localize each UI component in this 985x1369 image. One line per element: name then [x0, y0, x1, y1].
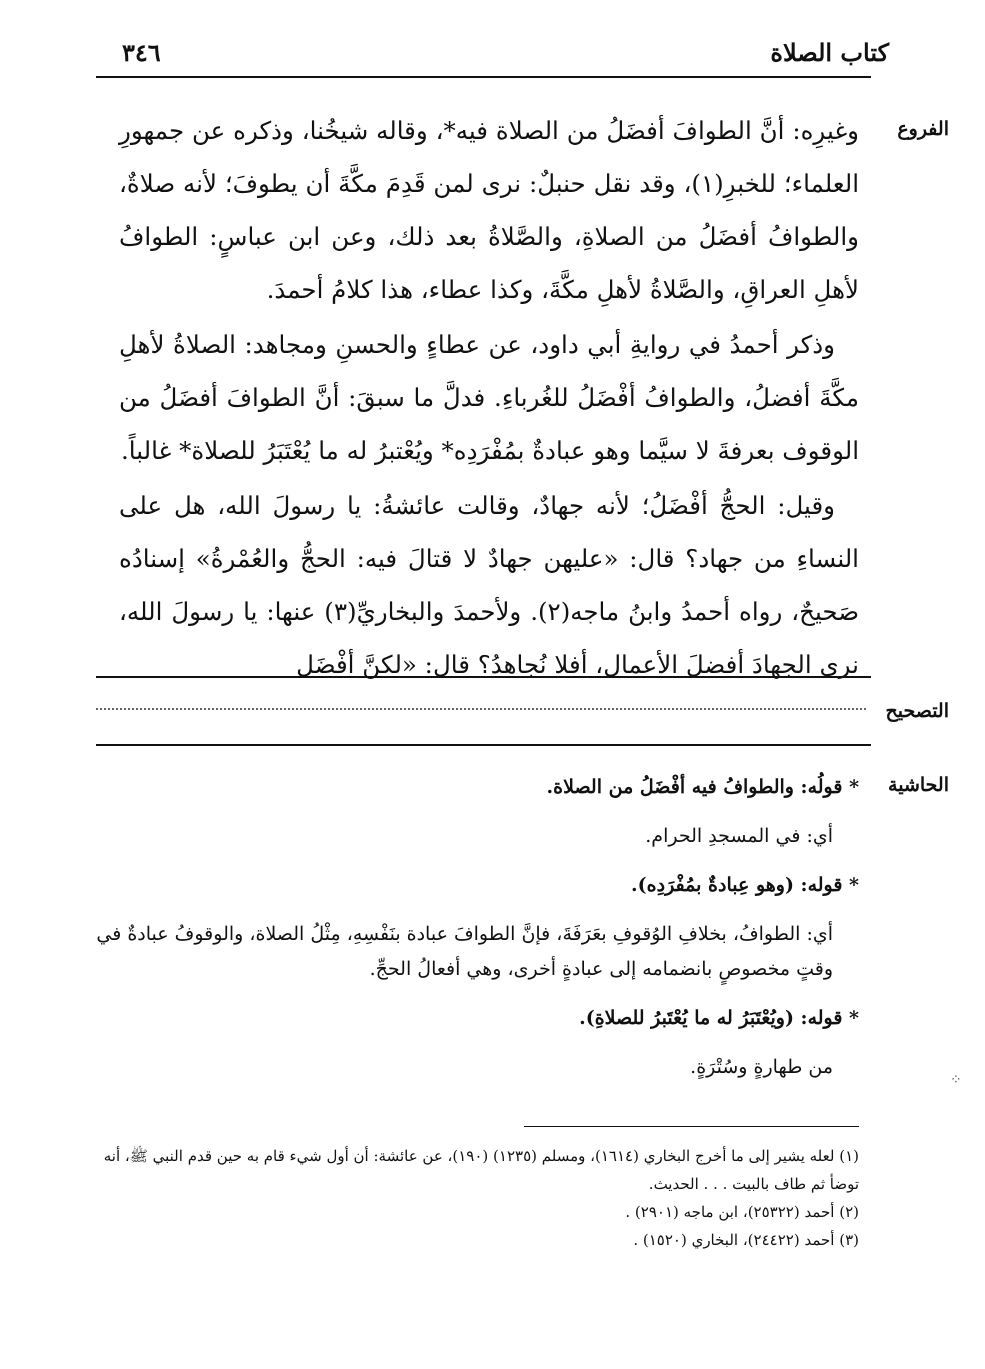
footnote-3: (٣) أحمد (٢٤٤٢٢)، البخاري (١٥٢٠) .	[633, 1231, 859, 1249]
label-hashiya: الحاشية	[888, 774, 949, 796]
commentary-quote-2: * قوله: (وهو عِبادةٌ بمُفْرَدِه).	[631, 874, 859, 896]
label-furu: الفروع	[897, 118, 949, 140]
header-rule	[96, 76, 871, 78]
commentary-answer-3: من طهارةٍ وسُتْرَةٍ.	[690, 1056, 833, 1078]
footnotes-rule	[524, 1126, 859, 1127]
section-divider-bottom	[96, 744, 871, 746]
commentary-answer-1: أي: في المسجدِ الحرام.	[645, 825, 833, 847]
main-paragraph-1: وغيرِه: أنَّ الطوافَ أفضَلُ من الصلاة فيه*، وقاله شيخُنا، وذكره عن جمهورِ العلماء؛ للخبرِ(١)، وقد نقل حنبلٌ: نرى لمن قَدِمَ مكَّةَ أن يطوفَ؛ لأنه صلاةٌ، والطوافُ أفضَلُ من الصلاةِ، والصَّلاةُ بعد ذلك، وعن ابن عباسٍ: الطوافُ لأهلِ العراقِ، والصَّلاةُ لأهلِ مكَّةَ، وكذا عطاء، هذا كلامُ أحمدَ.	[119, 116, 859, 304]
commentary-quote-1: * قولُه: والطوافُ فيه أفْضَلُ من الصلاة.	[546, 776, 859, 798]
tashih-dotted-line	[96, 708, 866, 710]
commentary-answer-2: أي: الطوافُ، بخلافِ الوُقوفِ بعَرَفَةَ، فإنَّ الطوافَ عبادة بنَفْسِهِ، مِثْلُ الصلاة، والوقوفُ عبادةٌ في وقتٍ مخصوصٍ بانضمامه إلى عبادةٍ أخرى، وهي أفعالُ الحجِّ.	[96, 923, 833, 980]
running-title: كتاب الصلاة	[770, 38, 889, 67]
footnote-1: (١) لعله يشير إلى ما أخرج البخاري (١٦١٤)، ومسلم (١٢٣٥) (١٩٠)، عن عائشة: أن أول شيء قام به حين قدم النبي ﷺ، أنه توضأ ثم طاف بالبيت . . . الحديث.	[103, 1147, 859, 1193]
label-tashih: التصحيح	[885, 700, 949, 722]
footnotes	[89, 1142, 859, 1254]
footnote-2: (٢) أحمد (٢٥٣٢٢)، ابن ماجه (٢٩٠١) .	[625, 1203, 859, 1221]
main-paragraph-3: وقيل: الحجُّ أفْضَلُ؛ لأنه جهادٌ، وقالت عائشةُ: يا رسولَ الله، هل على النساءِ من جهاد؟ قال: «عليهن جهادٌ لا قتالَ فيه: الحجُّ والعُمْرةُ» إسنادُه صَحيحٌ، رواه أحمدُ وابنُ ماجه(٢). ولأحمدَ والبخاريِّ(٣) عنها: يا رسولَ الله، نرى الجهادَ أفضلَ الأعمال، أفلا نُجاهدُ؟ قال: «لكنَّ أفْضَل	[119, 491, 859, 679]
page-number: ٣٤٦	[122, 38, 161, 67]
main-paragraph-2: وذكر أحمدُ في روايةِ أبي داود، عن عطاءٍ والحسنِ ومجاهد: الصلاةُ لأهلِ مكَّةَ أفضلُ، والطوافُ أفْضَلُ للغُرباءِ. فدلَّ ما سبقَ: أنَّ الطوافَ أفضَلُ من الوقوف بعرفةَ لا سيَّما وهو عبادةٌ بمُفْرَدِه* ويُعْتبرُ له ما يُعْتَبَرُ للصلاة* غالباً.	[119, 330, 859, 465]
commentary-quote-3: * قوله: (ويُعْتَبَرُ له ما يُعْتَبرُ للصلاةِ).	[579, 1007, 859, 1029]
section-divider-top	[96, 676, 871, 678]
scan-speck: ⁘	[950, 1072, 962, 1088]
main-text	[119, 104, 859, 693]
commentary	[89, 770, 859, 1099]
